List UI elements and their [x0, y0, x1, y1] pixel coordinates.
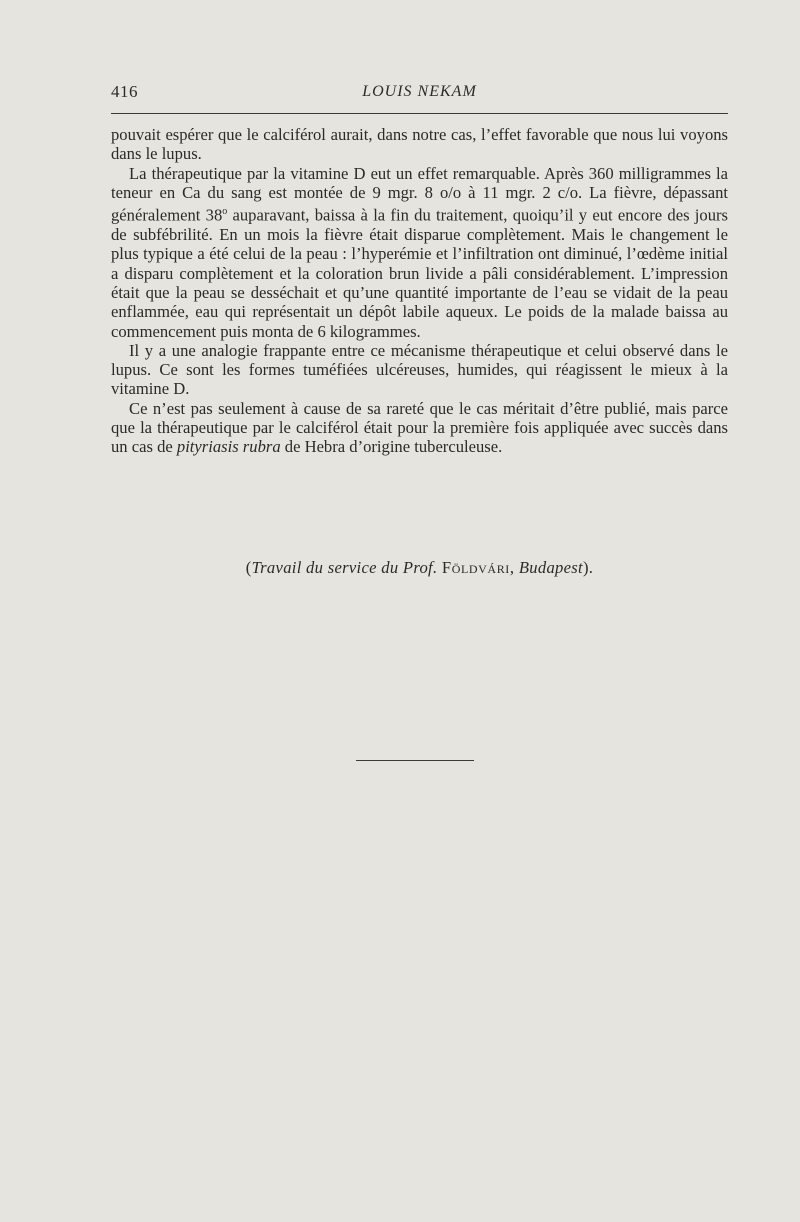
header-rule [111, 113, 728, 114]
paragraph-2 [111, 164, 728, 341]
signature-city: Budapest [518, 558, 583, 577]
signature-service: Travail du service du Prof. [251, 558, 438, 577]
signature-comma: , [509, 558, 519, 577]
paragraph-3: Il y a une analogie frappante entre ce mécanisme thérapeutique et celui observé dans le lupus. Ce sont les formes tuméfiées ulcéreuses, humides, qui réagissent le mieux à la vitamine D. [111, 340, 728, 399]
paragraph-4 [111, 399, 728, 457]
end-rule [356, 760, 474, 761]
page-number: 416 [111, 82, 138, 101]
article-body [111, 125, 728, 457]
signature-open: ( [245, 558, 252, 577]
running-head: LOUIS NEKAM [362, 83, 477, 100]
signature-line [111, 558, 728, 578]
paragraph-2-part-b: auparavant, baissa à la fin du traitement, quoiqu’il y eut encore des jours de subfébrilité. En un mois la fièvre était disparue complètement. Mais le changement le plus typique a été celui de la peau : l’hyperémie et l’infiltration ont diminué, l’œdème initial a disparu complètement et la coloration brun livide a pâli considérablement. L’impression était que la peau se desséchait et qu’une quantité importante de l’eau se vidait de la peau enflammée, eau qui représentait un dépôt labile aqueux. Le poids de la malade baissa au commencement puis monta de 6 kilogrammes. [111, 205, 728, 341]
page-header [111, 82, 728, 112]
paragraph-1: pouvait espérer que le calciférol aurait, dans notre cas, l’effet favorable que nous lui voyons dans le lupus. [111, 125, 728, 164]
paragraph-4-part-b: de Hebra d’origine tuberculeuse. [280, 437, 503, 457]
paragraph-2-part-a: La thérapeutique par la vitamine D eut un effet remarquable. Après 360 milligrammes la teneur en Ca du sang est montée de 9 mgr. 8 o/o à 11 mgr. 2 c/o. La fièvre, dépassant généralement 38 [111, 163, 728, 225]
degree-sign: o [222, 206, 228, 218]
signature-professor-name: Földvári [441, 558, 510, 577]
signature-close: ). [582, 558, 594, 577]
disease-name: pityriasis rubra [176, 437, 281, 457]
paragraph-4-part-a: Ce n’est pas seulement à cause de sa rareté que le cas méritait d’être publié, mais parce que la thérapeutique par le calciférol était pour la première fois appliquée avec succès dans un cas de [111, 398, 728, 457]
